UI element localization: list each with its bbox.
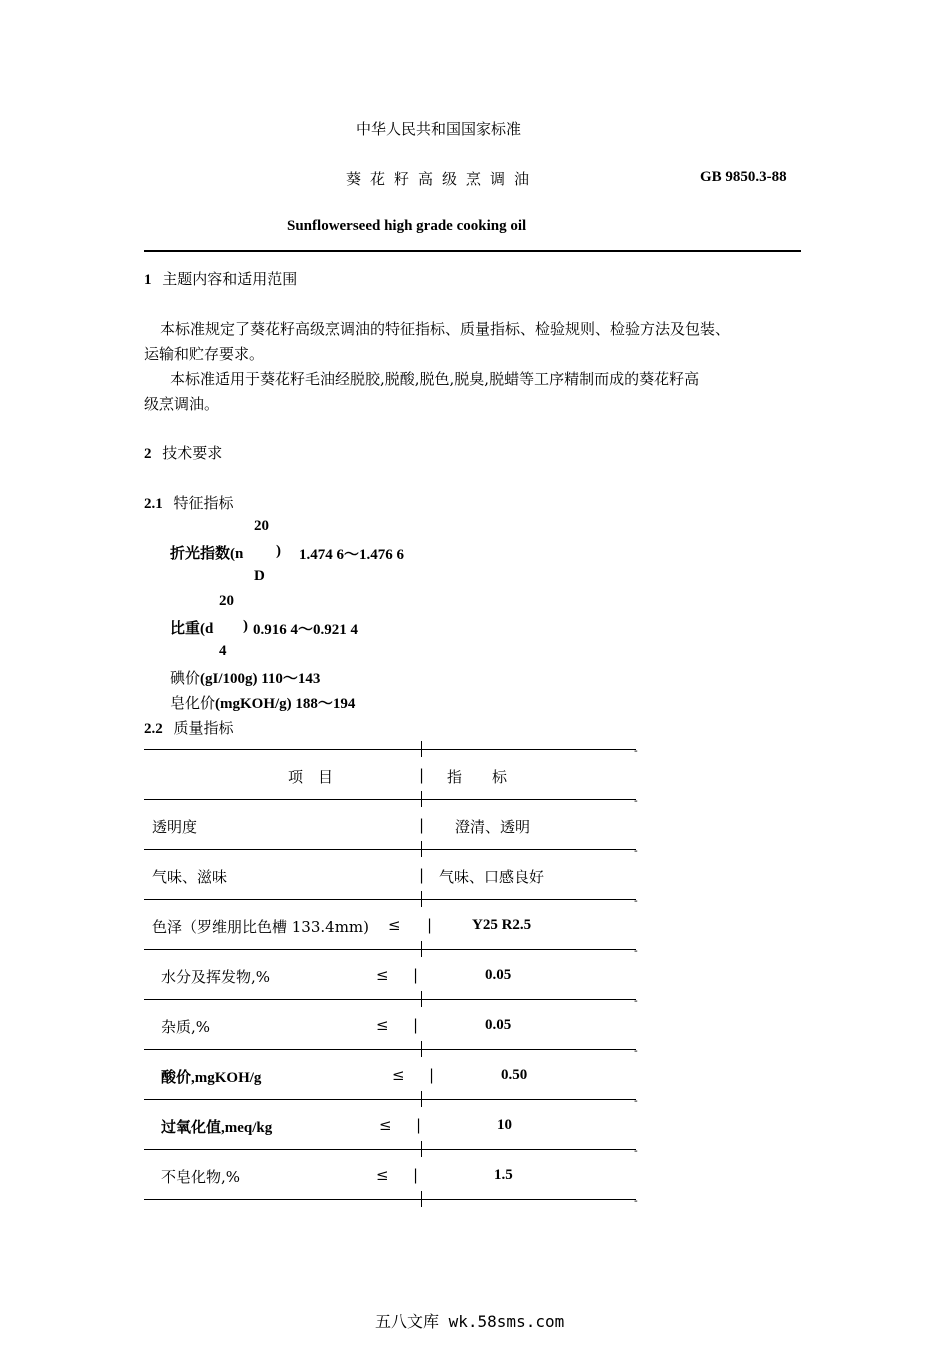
table-row-value-peroxide-value: 10	[497, 1117, 512, 1133]
footer-watermark: 五八文库 wk.58sms.com	[375, 1312, 565, 1331]
scope-paragraph-1-line-1: 本标准规定了葵花籽高级烹调油的特征指标、质量指标、检验规则、检验方法及包装、	[160, 320, 731, 338]
table-row-value-acid-value: 0.50	[501, 1067, 528, 1083]
section-2-number: 2	[144, 446, 152, 462]
table-rule-end: -	[634, 1094, 638, 1107]
table-rule-tick	[421, 1041, 422, 1057]
refractive-index-value: 1.474 6～1.476 6	[299, 547, 405, 563]
table-rule	[144, 1099, 636, 1100]
table-rule-end: -	[634, 794, 638, 807]
table-rule-tick	[421, 1191, 422, 1207]
table-row-le-moisture: ≤	[376, 966, 389, 984]
table-row-le-color: ≤	[388, 916, 401, 934]
table-cell-divider: |	[416, 1116, 422, 1134]
table-rule	[144, 1199, 636, 1200]
table-rule	[144, 1049, 636, 1050]
table-header-item: 项 目	[288, 768, 334, 786]
table-rule-end: -	[634, 844, 638, 857]
table-rule-tick	[421, 991, 422, 1007]
refractive-index-close-paren: )	[276, 543, 281, 559]
table-rule	[144, 899, 636, 900]
table-row-item-acid-value: 酸价,mgKOH/g	[161, 1070, 262, 1086]
section-1-title: 主题内容和适用范围	[162, 270, 298, 288]
table-rule-end: -	[634, 994, 638, 1007]
table-row-value-transparency: 澄清、透明	[455, 818, 531, 836]
scope-paragraph-2-line-1: 本标准适用于葵花籽毛油经脱胶,脱酸,脱色,脱臭,脱蜡等工序精制而成的葵花籽高	[170, 370, 700, 388]
subsection-2-2-heading	[144, 717, 234, 738]
saponification-value-label: 皂化价	[170, 694, 216, 712]
specific-gravity-close-paren: )	[243, 618, 248, 634]
table-cell-divider: |	[429, 1066, 435, 1084]
specific-gravity-superscript: 20	[219, 593, 234, 609]
table-row-le-acid-value: ≤	[392, 1066, 405, 1084]
table-row-value-moisture: 0.05	[485, 967, 512, 983]
table-rule-tick	[421, 941, 422, 957]
subsection-2-1-title: 特征指标	[173, 494, 234, 512]
section-2-heading	[144, 442, 222, 463]
table-header-divider: |	[419, 766, 425, 784]
table-cell-divider: |	[419, 866, 425, 884]
refractive-index-label: 折光指数(n	[170, 546, 244, 562]
table-row-item-moisture: 水分及挥发物,%	[161, 968, 271, 986]
table-rule-end: -	[634, 744, 638, 757]
table-cell-divider: |	[413, 966, 419, 984]
scope-paragraph-1-line-2: 运输和贮存要求。	[144, 345, 265, 363]
table-rule-tick	[421, 791, 422, 807]
table-rule	[144, 849, 636, 850]
subsection-2-1-heading	[144, 492, 234, 513]
table-row-value-color: Y25 R2.5	[472, 917, 532, 933]
document-title-en: Sunflowerseed high grade cooking oil	[287, 218, 527, 234]
table-cell-divider: |	[419, 816, 425, 834]
scope-paragraph-2-line-2: 级烹调油。	[144, 395, 220, 413]
table-row-le-unsaponifiable: ≤	[376, 1166, 389, 1184]
table-rule-end: -	[634, 944, 638, 957]
saponification-value-range: (mgKOH/g) 188～194	[215, 696, 356, 712]
refractive-index-line	[170, 542, 243, 563]
table-rule-end: -	[634, 894, 638, 907]
table-rule-tick	[421, 1141, 422, 1157]
document-title-cn: 葵花籽高级烹调油	[346, 170, 539, 188]
table-rule	[144, 749, 636, 750]
table-rule	[144, 999, 636, 1000]
standard-code: GB 9850.3-88	[700, 169, 787, 185]
table-row-item-odor: 气味、滋味	[152, 868, 228, 886]
specific-gravity-value: 0.916 4～0.921 4	[253, 622, 359, 638]
table-row-item-impurities: 杂质,%	[161, 1018, 211, 1036]
specific-gravity-line	[170, 617, 213, 638]
refractive-index-superscript: 20	[254, 518, 269, 534]
iodine-value-label: 碘价	[170, 669, 201, 687]
section-1-number: 1	[144, 272, 152, 288]
table-rule-end: -	[634, 1044, 638, 1057]
section-1-heading	[144, 268, 297, 289]
iodine-value-range: (gI/100g) 110～143	[200, 671, 321, 687]
table-row-value-impurities: 0.05	[485, 1017, 512, 1033]
table-rule-end: -	[634, 1144, 638, 1157]
table-row-item-unsaponifiable: 不皂化物,%	[161, 1168, 241, 1186]
table-row-item-peroxide-value: 过氧化值,meq/kg	[161, 1120, 273, 1136]
table-rule	[144, 949, 636, 950]
table-row-item-transparency: 透明度	[152, 818, 198, 836]
header-divider	[144, 250, 801, 252]
subsection-2-1-number: 2.1	[144, 496, 163, 512]
table-row-le-peroxide-value: ≤	[379, 1116, 392, 1134]
specific-gravity-subscript: 4	[219, 643, 227, 659]
table-header-index: 指 标	[447, 768, 508, 786]
table-rule	[144, 1149, 636, 1150]
table-cell-divider: |	[413, 1166, 419, 1184]
table-rule-end: -	[634, 1194, 638, 1207]
table-row-item-color	[152, 916, 369, 937]
table-row-value-unsaponifiable: 1.5	[494, 1167, 513, 1183]
iodine-value-line	[170, 667, 320, 688]
table-rule-tick	[421, 891, 422, 907]
subsection-2-2-title: 质量指标	[173, 719, 234, 737]
table-cell-divider: |	[413, 1016, 419, 1034]
table-row-le-impurities: ≤	[376, 1016, 389, 1034]
table-cell-divider: |	[427, 916, 433, 934]
table-row-value-odor: 气味、口感良好	[439, 868, 545, 886]
table-rule-tick	[421, 1091, 422, 1107]
national-standard-label: 中华人民共和国国家标准	[356, 120, 522, 138]
table-row-item-color-text: 色泽（罗维朋比色槽 133.4mm)	[152, 918, 370, 936]
subsection-2-2-number: 2.2	[144, 721, 163, 737]
table-rule-tick	[421, 841, 422, 857]
table-rule	[144, 799, 636, 800]
refractive-index-subscript: D	[254, 568, 265, 584]
section-2-title: 技术要求	[162, 444, 223, 462]
specific-gravity-label: 比重(d	[170, 621, 214, 637]
saponification-value-line	[170, 692, 355, 713]
table-rule-tick	[421, 741, 422, 757]
